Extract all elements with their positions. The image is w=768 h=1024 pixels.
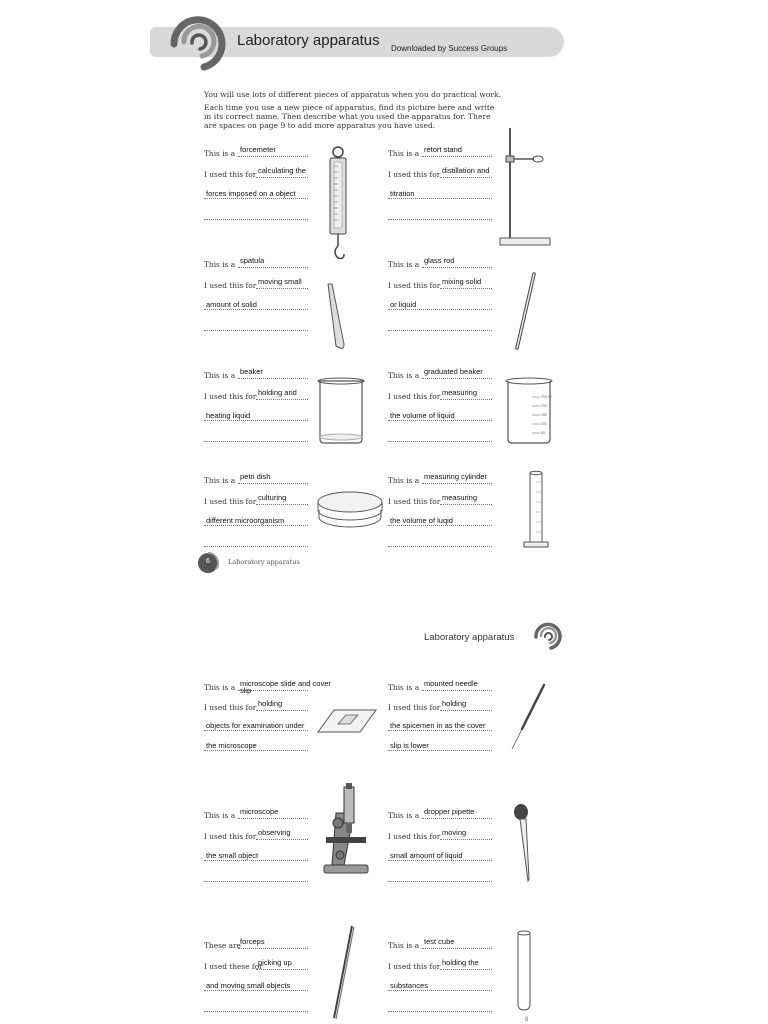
answer-line [440,288,492,289]
answer-line [256,969,308,970]
answer-line [204,990,308,991]
answer-line [422,267,492,268]
intro-paragraph-1: You will use lots of different pieces of apparatus when you do practical work. [204,90,502,99]
used-for-label: I used this for [388,832,441,841]
answer-line [204,198,308,199]
used-for-label: I used this for [388,170,441,179]
used-for-label: I used this for [204,392,257,401]
svg-text:200: 200 [541,404,547,408]
page2-title: Laboratory apparatus [424,632,515,643]
answer-line [204,860,308,861]
measuring-cylinder-icon [522,470,550,550]
answer-line [256,710,308,711]
this-is-label: This is a [388,260,420,269]
this-is-label: This is a [204,371,236,380]
apparatus-name: beaker [240,367,263,376]
retort-stand-icon [498,128,556,248]
apparatus-name: forceps [240,937,265,946]
answer-line [204,309,308,310]
usage-line-1: observing [258,828,291,837]
beaker-icon [316,377,366,445]
usage-line-2: titration [390,189,415,198]
apparatus-name: microscope [240,807,279,816]
answer-line [388,860,492,861]
this-is-label: These are [204,941,241,950]
used-for-label: I used these for [204,962,263,971]
answer-line [256,177,308,178]
usage-line-1: moving [442,828,467,837]
this-is-label: This is a [388,149,420,158]
this-is-label: This is a [204,260,236,269]
used-for-label: I used this for [204,170,257,179]
footer-text: Laboratory apparatus [228,558,300,566]
answer-line [204,546,308,547]
svg-text:50: 50 [541,431,545,435]
usage-line-1: holding [442,699,467,708]
dropper-pipette-icon [512,803,536,883]
answer-line [440,969,492,970]
used-for-label: I used this for [204,281,257,290]
answer-line [388,420,492,421]
answer-line [238,156,308,157]
usage-line-1: measuring [442,493,478,502]
answer-line [388,198,492,199]
usage-line-2: the volume of luqid [390,516,453,525]
answer-line [422,948,492,949]
answer-line [204,881,308,882]
this-is-label: This is a [388,811,420,820]
used-for-label: I used this for [388,497,441,506]
spatula-icon [322,282,352,352]
answer-line [388,441,492,442]
answer-line [388,219,492,220]
answer-line [388,1011,492,1012]
apparatus-name: retort stand [424,145,462,154]
used-for-label: I used this for [204,832,257,841]
answer-line [388,990,492,991]
answer-line [440,399,492,400]
answer-line [440,504,492,505]
answer-line [388,309,492,310]
petri-dish-icon [316,490,384,530]
usage-line-2: heating liquid [206,411,251,420]
this-is-label: This is a [204,149,236,158]
answer-line [422,690,492,691]
answer-line [422,378,492,379]
swirl-logo-icon [158,8,238,80]
usage-line-1: mixing solid [442,277,482,286]
apparatus-name: measuring cylinder [424,472,487,481]
answer-line [204,420,308,421]
usage-line-2: the volume of liquid [390,411,455,420]
usage-line-1: holding the [442,958,479,967]
answer-line [440,710,492,711]
answer-line [422,818,492,819]
microscope-icon [318,783,372,875]
page2-swirl-icon [528,619,568,655]
svg-text:150: 150 [541,413,547,417]
answer-line [388,881,492,882]
usage-line-2: small amount of liquid [390,851,463,860]
page-number: 6 [206,558,210,565]
page2-number: 8 [525,1017,529,1023]
usage-line-2: objects for examination under [206,721,305,730]
answer-line [204,441,308,442]
answer-line [440,839,492,840]
answer-line [238,818,308,819]
glass-rod-icon [512,272,540,352]
usage-line-2: forces imposed on a object [206,189,296,198]
usage-line-3: the microscope [206,741,257,750]
answer-line [204,1011,308,1012]
usage-line-1: measuring [442,388,478,397]
used-for-label: I used this for [388,703,441,712]
answer-line [204,219,308,220]
this-is-label: This is a [388,371,420,380]
usage-line-1: holding and [258,388,297,397]
answer-line [388,546,492,547]
answer-line [204,750,308,751]
answer-line [238,948,308,949]
answer-line [256,288,308,289]
forcemeter-icon [322,146,354,264]
usage-line-1: distillation and [442,166,490,175]
usage-line-2: and moving small objects [206,981,291,990]
answer-line [238,483,308,484]
usage-line-3: slip is lower [390,741,429,750]
usage-line-2: substances [390,981,428,990]
this-is-label: This is a [204,811,236,820]
apparatus-name: test cube [424,937,455,946]
mounted-needle-icon [506,683,548,753]
apparatus-name: microscope slide and cover slip [240,679,331,695]
used-for-label: I used this for [388,392,441,401]
test-tube-icon [514,930,534,1012]
usage-line-1: picking up [258,958,292,967]
answer-line [388,730,492,731]
this-is-label: This is a [204,683,236,692]
used-for-label: I used this for [204,703,257,712]
this-is-label: This is a [204,476,236,485]
answer-line [388,750,492,751]
usage-line-2: different microorganism [206,516,285,525]
this-is-label: This is a [388,941,420,950]
slide-icon [316,706,378,736]
apparatus-name: graduated beaker [424,367,483,376]
answer-line [204,730,308,731]
answer-line [440,177,492,178]
used-for-label: I used this for [204,497,257,506]
page-subtitle: Downloaded by Success Groups [391,44,508,53]
this-is-label: This is a [388,476,420,485]
page-title: Laboratory apparatus [237,32,380,49]
answer-line [388,525,492,526]
this-is-label: This is a [388,683,420,692]
graduated-beaker-icon [504,377,554,445]
apparatus-name: mounted needle [424,679,478,688]
usage-line-1: holding [258,699,283,708]
intro-paragraph-2: Each time you use a new piece of apparatus, find its picture here and write in its correct name. Then describe what you used the apparatus for. There are spaces on page 9 to add more apparatus you have used. [204,103,495,130]
answer-line [204,525,308,526]
answer-line [238,267,308,268]
answer-line [238,378,308,379]
usage-line-1: moving small [258,277,302,286]
usage-line-2: amount of solid [206,300,257,309]
answer-line [256,399,308,400]
answer-line [422,483,492,484]
apparatus-name: petri dish [240,472,271,481]
usage-line-2: or liquid [390,300,417,309]
svg-text:100: 100 [541,422,547,426]
answer-line [422,156,492,157]
used-for-label: I used this for [388,281,441,290]
apparatus-name: glass rod [424,256,455,265]
usage-line-1: culturing [258,493,287,502]
svg-text:250 ml: 250 ml [541,395,552,399]
apparatus-name: forcemeter [240,145,276,154]
used-for-label: I used this for [388,962,441,971]
answer-line [256,839,308,840]
answer-line [256,504,308,505]
apparatus-name: dropper pipette [424,807,475,816]
answer-line [204,330,308,331]
forceps-icon [330,924,356,1020]
apparatus-name: spatula [240,256,265,265]
answer-line [388,330,492,331]
usage-line-2: the small object [206,851,259,860]
usage-line-1: calculating the [258,166,306,175]
usage-line-2: the spicemen in as the cover [390,721,486,730]
